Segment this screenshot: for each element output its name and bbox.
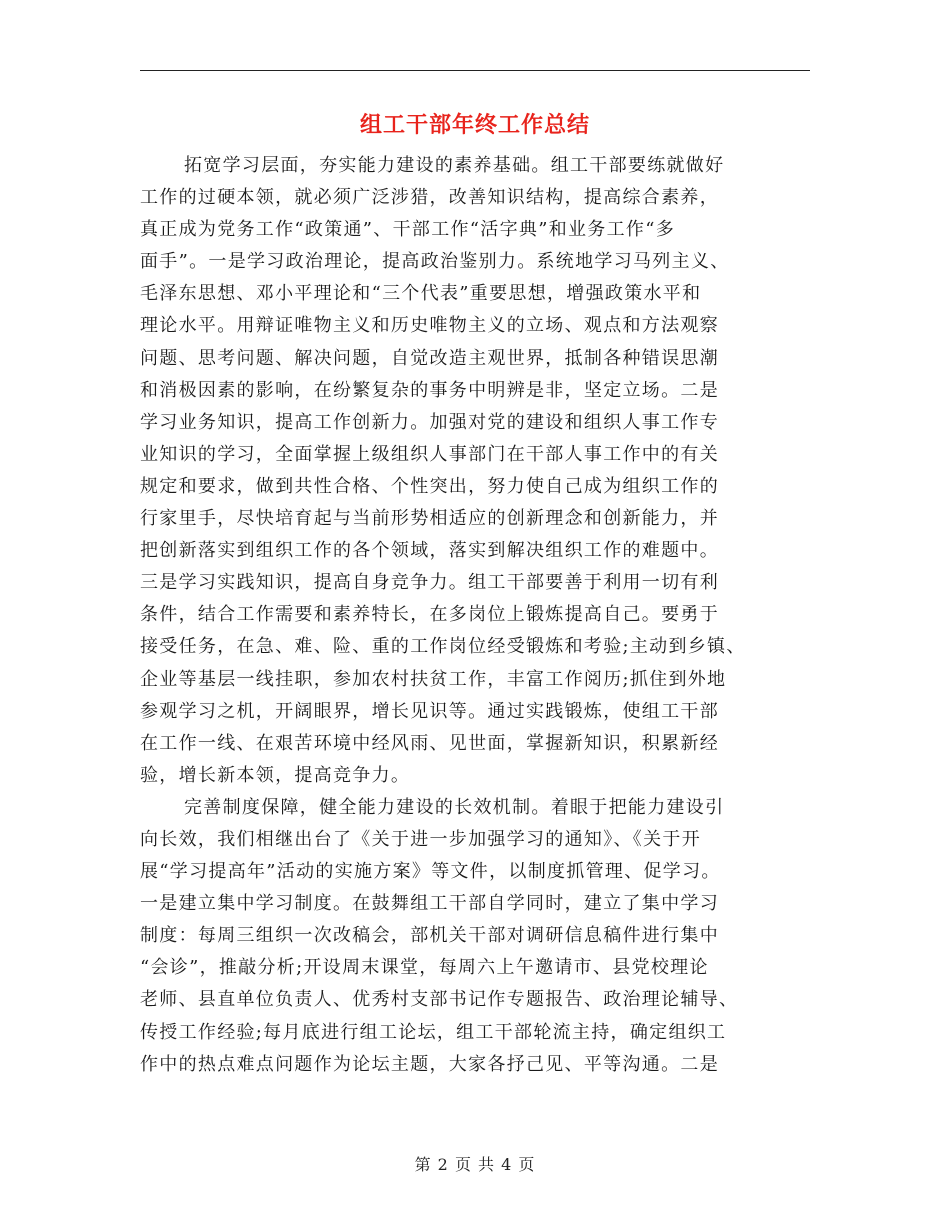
text-line: 向长效，我们相继出台了《关于进一步加强学习的通知》、《关于开 xyxy=(140,828,701,850)
footer-total-pages: 4 xyxy=(501,1155,513,1174)
text-line: 业知识的学习，全面掌握上级组织人事部门在干部人事工作中的有关 xyxy=(140,443,719,465)
text-line: 制度：每周三组织一次改稿会，部机关干部对调研信息稿件进行集中 xyxy=(140,925,719,947)
text-line: 验，增长新本领，提高竞争力。 xyxy=(140,764,411,786)
text-line: 和消极因素的影响，在纷繁复杂的事务中明辨是非，坚定立场。二是 xyxy=(140,379,719,401)
text-line: 拓宽学习层面，夯实能力建设的素养基础。组工干部要练就做好 xyxy=(184,155,725,176)
text-line: 真正成为党务工作“政策通”、干部工作“活字典”和业务工作“多 xyxy=(140,219,676,241)
text-line: 理论水平。用辩证唯物主义和历史唯物主义的立场、观点和方法观察 xyxy=(140,315,719,337)
text-line: 学习业务知识，提高工作创新力。加强对党的建设和组织人事工作专 xyxy=(140,411,719,433)
text-line: 工作的过硬本领，就必须广泛涉猎，改善知识结构，提高综合素养， xyxy=(140,187,719,209)
text-line: 在工作一线、在艰苦环境中经风雨、见世面，掌握新知识，积累新经 xyxy=(140,732,719,754)
header-rule xyxy=(140,70,810,71)
text-line: 面手”。一是学习政治理论，提高政治鉴别力。系统地学习马列主义、 xyxy=(140,251,730,273)
footer-middle: 页 共 xyxy=(454,1155,496,1174)
page-footer xyxy=(0,1152,950,1175)
text-line: 一是建立集中学习制度。在鼓舞组工干部自学同时，建立了集中学习 xyxy=(140,893,719,915)
text-line: 把创新落实到组织工作的各个领域，落实到解决组织工作的难题中。 xyxy=(140,540,719,562)
text-line: “会诊”，推敲分析;开设周末课堂，每周六上午邀请市、县党校理论 xyxy=(140,957,709,979)
text-line: 三是学习实践知识，提高自身竞争力。组工干部要善于利用一切有利 xyxy=(140,572,719,594)
text-line: 问题、思考问题、解决问题，自觉改造主观世界，抵制各种错误思潮 xyxy=(140,347,719,369)
text-line: 参观学习之机，开阔眼界，增长见识等。通过实践锻炼，使组工干部 xyxy=(140,700,719,722)
text-line: 企业等基层一线挂职，参加农村扶贫工作，丰富工作阅历;抓住到外地 xyxy=(140,668,727,690)
text-line: 毛泽东思想、邓小平理论和“三个代表”重要思想，增强政策水平和 xyxy=(140,283,702,305)
text-line: 行家里手，尽快培育起与当前形势相适应的创新理念和创新能力，并 xyxy=(140,508,719,530)
text-line: 条件，结合工作需要和素养特长，在多岗位上锻炼提高自己。要勇于 xyxy=(140,604,719,626)
document-body xyxy=(140,150,800,1081)
document-title: 组工干部年终工作总结 xyxy=(359,113,590,138)
text-line: 展“学习提高年”活动的实施方案》等文件，以制度抓管理、促学习。 xyxy=(140,861,721,883)
text-line: 老师、县直单位负责人、优秀村支部书记作专题报告、政治理论辅导、 xyxy=(140,989,739,1011)
footer-prefix: 第 xyxy=(414,1155,432,1174)
text-line: 接受任务，在急、难、险、重的工作岗位经受锻炼和考验;主动到乡镇、 xyxy=(140,636,746,658)
text-line: 作中的热点难点问题作为论坛主题，大家各抒己见、平等沟通。二是 xyxy=(140,1053,719,1075)
footer-page-number: 2 xyxy=(437,1155,449,1174)
text-line: 完善制度保障，健全能力建设的长效机制。着眼于把能力建设引 xyxy=(184,796,725,818)
text-line: 传授工作经验;每月底进行组工论坛，组工干部轮流主持，确定组织工 xyxy=(140,1021,727,1043)
text-line: 规定和要求，做到共性合格、个性突出，努力使自己成为组织工作的 xyxy=(140,475,719,497)
footer-suffix: 页 xyxy=(518,1155,536,1174)
